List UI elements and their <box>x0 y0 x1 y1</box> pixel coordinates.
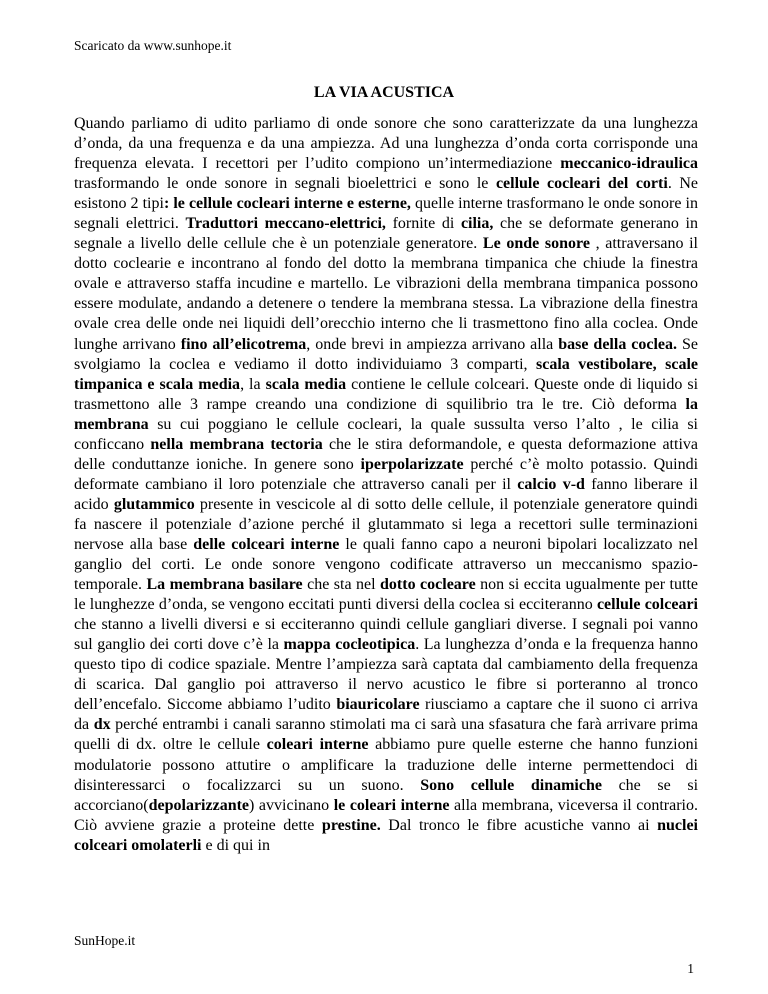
text-run: che se si accorciano( <box>74 776 699 814</box>
bold-term: depolarizzante <box>148 796 250 814</box>
text-run: fornite di <box>385 215 461 233</box>
bold-term: mappa cocleotipica <box>283 636 416 654</box>
bold-term: la membrana <box>74 395 698 433</box>
text-run: contiene le cellule colceari. Queste onde di liquido si trasmettono alle 3 rampe creando una condizione di squilibrio tra le tre. Ciò deforma <box>74 375 699 413</box>
page-title: LA VIA ACUSTICA <box>313 84 455 101</box>
text-run: e di qui in <box>201 836 270 854</box>
text-run: , la <box>240 375 266 393</box>
text-run: che le stira deformandole, e questa deformazione attiva delle conduttanze ioniche. In genere sono <box>74 435 698 473</box>
bold-term: nella membrana tectoria <box>150 435 323 453</box>
text-run: Dal tronco le fibre acustiche vanno ai <box>380 816 658 834</box>
bold-term: cilia, <box>460 215 494 233</box>
page-footer-site: SunHope.it <box>74 933 136 948</box>
bold-term: scala media <box>265 375 347 393</box>
body-paragraph <box>74 114 698 856</box>
text-run: abbiamo pure quelle esterne che hanno funzioni modulatorie possono attutire o amplificare la traduzione delle interne permettendoci di disinteressarci o focalizzarci su un suono. <box>74 736 699 794</box>
text-run: Se svolgiamo la coclea e vediamo il dotto individuiamo 3 comparti, <box>74 335 699 373</box>
text-run: ) avvicinano <box>249 796 334 814</box>
bold-term: iperpolarizzate <box>360 455 464 473</box>
text-run: . La lunghezza d’onda e la frequenza hanno questo tipo di codice spaziale. Mentre l’ampiezza sarà captata dal cambiamento della frequenza di scarica. Dal ganglio poi attraverso il nervo acustico le fibre si porteranno al tronco dell’encefalo. Siccome abbiamo l’udito <box>74 636 699 714</box>
bold-term: cellule cocleari del corti <box>495 175 668 193</box>
text-run: che sta nel <box>302 576 381 594</box>
bold-term: cellule colceari <box>596 596 698 614</box>
text-run: che se deformate generano in segnale a livello delle cellule che è un potenziale generatore. <box>74 215 699 253</box>
text-run: che stanno a livelli diversi e si ecciteranno quindi cellule gangliari diverse. I segnali poi vanno sul ganglio dei corti dove c’è la <box>74 616 698 654</box>
text-run: presente in vescicole al di sotto delle cellule, il potenziale generatore quindi fa nascere il potenziale d’azione perché il glutammato si lega a recettori sulle terminazioni nervose alla base <box>74 495 698 553</box>
bold-term: : le cellule cocleari interne e esterne, <box>163 195 411 213</box>
text-run: fanno liberare il acido <box>74 475 699 513</box>
bold-term: delle colceari interne <box>193 535 340 553</box>
text-run: , attraversano il dotto coclearie e incontrano al fondo del dotto la membrana timpanica che chiude la finestra ovale e attraverso staffa incudine e martello. Le vibrazioni della membrana timpanica possono essere modulate, andando a detenere o tendere la membrana stessa. La vibrazione della finestra ovale crea delle onde nei liquidi dell’orecchio interno che li trasmettono fino alla coclea. Onde lunghe arrivano <box>74 235 698 353</box>
bold-term: Le onde sonore <box>482 235 590 253</box>
bold-term: glutammico <box>113 495 195 513</box>
bold-term: scala vestibolare, scale timpanica e scala media <box>74 355 698 393</box>
text-run: perché c’è molto potassio. Quindi deformate cambiano il loro potenziale che attraverso canali per il <box>74 455 699 493</box>
text-run: quelle interne trasformano le onde sonore in segnali elettrici. <box>74 195 699 233</box>
text-run: trasformando le onde sonore in segnali bioelettrici e sono le <box>74 175 496 193</box>
bold-term: prestine. <box>321 816 381 834</box>
page-number: 1 <box>687 961 694 976</box>
text-run: , onde brevi in ampiezza arrivano alla <box>306 335 559 353</box>
bold-term: base della coclea. <box>558 335 678 353</box>
text-run: perché entrambi i canali saranno stimolati ma ci sarà una sfasatura che farà arrivare prima quelli di dx. oltre le cellule <box>74 716 699 754</box>
bold-term: biauricolare <box>336 696 420 714</box>
text-run: le quali fanno capo a neuroni bipolari localizzato nel ganglio del corti. Le onde sonore vengono codificate attraverso un meccanismo spazio-temporale. <box>74 535 699 594</box>
bold-term: dx <box>93 716 111 734</box>
text-run: riusciamo a captare che il suono ci arriva da <box>74 696 699 734</box>
bold-term: nuclei colceari omolaterli <box>74 816 698 854</box>
bold-term: coleari interne <box>266 736 369 754</box>
bold-term: dotto cocleare <box>380 576 476 594</box>
text-run: . Ne esistono 2 tipi <box>74 175 699 213</box>
bold-term: calcio v-d <box>517 475 585 493</box>
page-header-source: Scaricato da www.sunhope.it <box>74 38 232 53</box>
bold-term: fino all’elicotrema <box>180 335 307 353</box>
text-run: Quando parliamo di udito parliamo di onde sonore che sono caratterizzate da una lunghezza d’onda, da una frequenza e da una ampiezza. Ad una lunghezza d’onda corta corrisponde una frequenza elevata. I recettori per l’udito compiono un’intermediazione <box>74 115 698 173</box>
text-run: su cui poggiano le cellule cocleari, la quale sussulta verso l’alto , le cilia si conficcano <box>74 415 698 453</box>
bold-term: le coleari interne <box>333 796 450 814</box>
bold-term: Traduttori meccano-elettrici, <box>185 215 386 233</box>
bold-term: meccanico-idraulica <box>560 155 698 173</box>
bold-term: Sono cellule dinamiche <box>420 776 602 794</box>
text-run: non si eccita ugualmente per tutte le lunghezze d’onda, se vengono eccitati punti diversi della coclea si ecciteranno <box>74 576 698 614</box>
text-run: alla membrana, viceversa il contrario. Ciò avviene grazie a proteine dette <box>74 796 698 834</box>
bold-term: La membrana basilare <box>146 576 303 594</box>
